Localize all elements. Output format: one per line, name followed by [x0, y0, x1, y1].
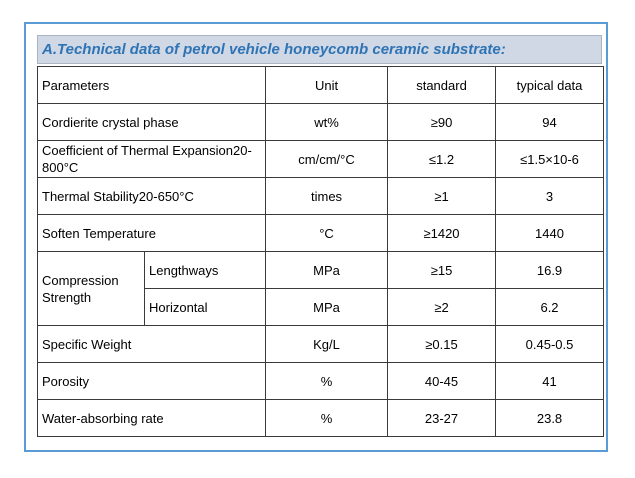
header-row [38, 67, 604, 104]
param-cell: Cordierite crystal phase [38, 104, 266, 141]
standard-cell: 23-27 [388, 400, 496, 437]
unit-cell: Kg/L [266, 326, 388, 363]
header-typical: typical data [496, 67, 604, 104]
typical-cell: 16.9 [496, 252, 604, 289]
param-cell: Coefficient of Thermal Expansion20-800°C [38, 141, 266, 178]
table-row [38, 141, 604, 178]
unit-cell: % [266, 363, 388, 400]
unit-cell: MPa [266, 252, 388, 289]
table-row [38, 252, 604, 289]
typical-cell: 0.45-0.5 [496, 326, 604, 363]
typical-cell: 1440 [496, 215, 604, 252]
table-row [38, 178, 604, 215]
unit-cell: wt% [266, 104, 388, 141]
table-row [38, 326, 604, 363]
header-parameters: Parameters [38, 67, 266, 104]
typical-cell: 23.8 [496, 400, 604, 437]
standard-cell: 40-45 [388, 363, 496, 400]
table-row [38, 104, 604, 141]
param-cell: Porosity [38, 363, 266, 400]
unit-cell: MPa [266, 289, 388, 326]
standard-cell: ≥1 [388, 178, 496, 215]
standard-cell: ≥15 [388, 252, 496, 289]
standard-cell: ≤1.2 [388, 141, 496, 178]
document-frame [24, 22, 608, 452]
spec-table [37, 66, 604, 437]
sub-param-cell: Horizontal [145, 289, 266, 326]
header-unit: Unit [266, 67, 388, 104]
typical-cell: ≤1.5×10-6 [496, 141, 604, 178]
standard-cell: ≥0.15 [388, 326, 496, 363]
table-row [38, 215, 604, 252]
compression-strength-label: Compression Strength [38, 252, 145, 326]
unit-cell: cm/cm/°C [266, 141, 388, 178]
param-cell: Specific Weight [38, 326, 266, 363]
header-standard: standard [388, 67, 496, 104]
unit-cell: °C [266, 215, 388, 252]
typical-cell: 3 [496, 178, 604, 215]
standard-cell: ≥90 [388, 104, 496, 141]
param-cell: Water-absorbing rate [38, 400, 266, 437]
param-cell: Soften Temperature [38, 215, 266, 252]
typical-cell: 41 [496, 363, 604, 400]
unit-cell: times [266, 178, 388, 215]
standard-cell: ≥2 [388, 289, 496, 326]
typical-cell: 94 [496, 104, 604, 141]
table-row [38, 363, 604, 400]
table-title: A.Technical data of petrol vehicle honeycomb ceramic substrate: [37, 35, 602, 64]
param-cell: Thermal Stability20-650°C [38, 178, 266, 215]
sub-param-cell: Lengthways [145, 252, 266, 289]
table-row [38, 400, 604, 437]
unit-cell: % [266, 400, 388, 437]
typical-cell: 6.2 [496, 289, 604, 326]
standard-cell: ≥1420 [388, 215, 496, 252]
